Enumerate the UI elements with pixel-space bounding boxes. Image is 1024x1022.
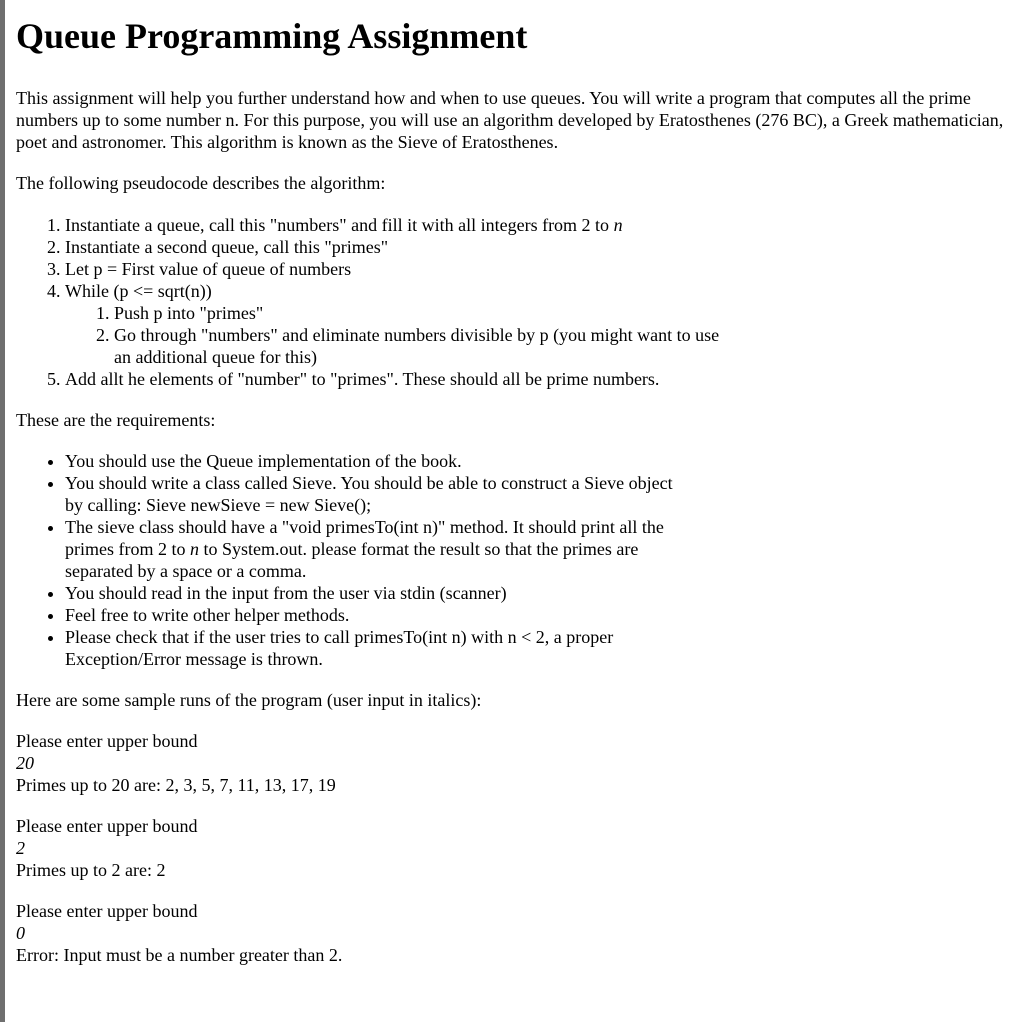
- document-body: [16, 0, 1006, 966]
- sample-run-3: [16, 900, 1006, 966]
- sample-run-prompt: Please enter upper bound: [16, 816, 198, 836]
- step-3: 3. Let p = First value of queue of numbers: [65, 258, 725, 280]
- step-1-text: Instantiate a queue, call this "numbers" and fill it with all integers from 2 to: [65, 215, 614, 235]
- requirement-1: • You should use the Queue implementation of the book.: [65, 450, 685, 472]
- samples-intro: Here are some sample runs of the program (user input in italics):: [16, 690, 482, 710]
- sample-run-prompt: Please enter upper bound: [16, 731, 198, 751]
- sample-run-2: [16, 815, 1006, 881]
- pseudocode-intro: The following pseudocode describes the algorithm:: [16, 173, 386, 193]
- step-1: [65, 214, 725, 236]
- requirement-3-text-b: to System.out. please format the result so that the primes are separated by a space or a comma.: [65, 539, 639, 581]
- step-4: [65, 280, 725, 368]
- step-4-1: 1. Push p into "primes": [114, 302, 725, 324]
- step-2: 2. Instantiate a second queue, call this "primes": [65, 236, 725, 258]
- requirement-5: • Feel free to write other helper methods.: [65, 604, 685, 626]
- step-4-sublist: [65, 302, 725, 368]
- requirements-list: [16, 450, 685, 670]
- page-title: Queue Programming Assignment: [16, 16, 528, 56]
- step-1-variable: n: [613, 215, 623, 235]
- sample-run-output: Primes up to 20 are: 2, 3, 5, 7, 11, 13, 17, 19: [16, 775, 336, 795]
- requirement-3-variable: n: [189, 539, 199, 559]
- requirement-3-text-a: The sieve class should have a "void primesTo(int n)" method. It should print all the primes from 2 to: [65, 517, 664, 559]
- requirement-6: • Please check that if the user tries to call primesTo(int n) with n < 2, a proper Exception/Error message is thrown.: [65, 626, 685, 670]
- sample-run-prompt: Please enter upper bound: [16, 901, 198, 921]
- step-4-text: While (p <= sqrt(n)): [65, 281, 212, 301]
- requirement-2: • You should write a class called Sieve. You should be able to construct a Sieve object by calling: Sieve newSieve = new Sieve();: [65, 472, 685, 516]
- pseudocode-list: [16, 214, 725, 390]
- left-border: [0, 0, 5, 1022]
- requirement-4: • You should read in the input from the user via stdin (scanner): [65, 582, 685, 604]
- intro-paragraph: This assignment will help you further understand how and when to use queues. You will write a program that computes all the prime numbers up to some number n. For this purpose, you will use an algorithm developed by Eratosthenes (276 BC), a Greek mathematician, poet and astronomer. This algorithm is known as the Sieve of Eratosthenes.: [16, 88, 1004, 152]
- sample-run-input: 2: [16, 838, 25, 858]
- sample-run-output: Error: Input must be a number greater than 2.: [16, 945, 343, 965]
- sample-run-1: [16, 730, 1006, 796]
- step-4-2: 2. Go through "numbers" and eliminate numbers divisible by p (you might want to use an additional queue for this): [114, 324, 725, 368]
- requirement-3: [65, 516, 685, 582]
- sample-run-input: 0: [16, 923, 25, 943]
- sample-run-input: 20: [16, 753, 34, 773]
- sample-run-output: Primes up to 2 are: 2: [16, 860, 166, 880]
- step-5: 5. Add allt he elements of "number" to "primes". These should all be prime numbers.: [65, 368, 725, 390]
- requirements-intro: These are the requirements:: [16, 410, 216, 430]
